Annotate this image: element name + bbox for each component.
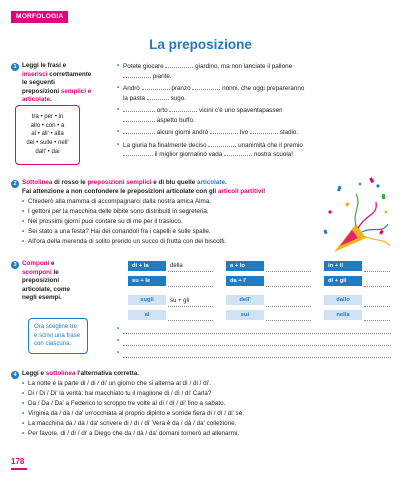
blank[interactable] xyxy=(224,150,252,156)
blank[interactable] xyxy=(208,141,236,147)
sentence[interactable]: • I gettoni per la macchina delle bibite sono distribuiti in segreteria. xyxy=(22,208,332,217)
exercise-1-number: 1 xyxy=(11,63,19,71)
answer-line[interactable] xyxy=(168,306,213,307)
preposition-line: al • all' • alla xyxy=(31,130,64,138)
answer-line[interactable] xyxy=(168,320,213,321)
blank[interactable] xyxy=(210,128,238,134)
exercise-4-number: 4 xyxy=(11,371,19,379)
answer-line[interactable] xyxy=(364,306,390,307)
exercise-4-instruction: Leggi e sottolinea l'alternativa corretta. xyxy=(22,370,139,377)
preposition-chip: su + le xyxy=(128,276,166,286)
blank[interactable] xyxy=(192,84,220,90)
answer-line[interactable] xyxy=(168,286,213,287)
blank[interactable] xyxy=(169,106,197,112)
exercise-2-instruction: Sottolinea di rosso le preposizioni semplici e di blu quelle articolate. Fai attenzione a non confondere le preposizioni articolate con gli articoli partitivi! xyxy=(22,179,266,195)
preposition-line: dei • sulle • nell' xyxy=(26,138,69,146)
sentence[interactable]: • La notte è la parte di / di / di' un giorno che si alterna al dì / di / di'. xyxy=(22,380,362,389)
sentence[interactable]: • Nei prossimi giorni puoi contare su di me per il trasloco. xyxy=(22,218,332,227)
preposition-chip: in + il xyxy=(324,261,362,271)
preposition-chip: di + gli xyxy=(324,276,362,286)
page-number: 178 xyxy=(11,457,25,466)
answer-line[interactable] xyxy=(364,320,390,321)
answer-line[interactable] xyxy=(266,306,311,307)
preposition-chip: dell' xyxy=(226,295,264,305)
answer-line[interactable] xyxy=(123,357,391,358)
exercise-1-instruction: Leggi le frasi e inserisci correttamente le seguenti preposizioni semplici e articolate. xyxy=(22,62,92,103)
sentence[interactable]: • Chiederò alla mamma di accompagnarci dalla nostra amica Alma. xyxy=(22,198,332,207)
blank[interactable] xyxy=(123,106,155,112)
exercise-3-number: 3 xyxy=(11,261,19,269)
exercise-2-number: 2 xyxy=(11,180,19,188)
sentence[interactable]: • Per favore, di / dì / di' a Diego che da / dà / da' domani tornerò ad allenarmi. xyxy=(22,430,362,439)
exercise-1-sentences: • Potete giocare giardino, ma non lanciate il pallone piante. • Andrò pranzo nonni, che oggi prepareranno la pasta sugo. • orto vicini c'è uno spaventapasseri aspetto buffo. • alcuni giorni andrò Ivo stadio. • La giuria ha finalmente deciso unanimità che il premio il miglior giornalino vada nostra scuola! xyxy=(117,62,387,160)
preposition-chip: da + l' xyxy=(226,276,264,286)
preposition-chip: sui xyxy=(226,310,264,320)
exercise-3-instruction: Componi e scomponi le preposizioni articolate, come negli esempi. xyxy=(22,260,70,301)
answer-line[interactable] xyxy=(266,320,311,321)
sentence-2: • Andrò pranzo nonni, che oggi prepareranno xyxy=(117,84,387,94)
blank[interactable] xyxy=(123,128,155,134)
sentence-answer-lines xyxy=(117,325,392,361)
answer-line[interactable] xyxy=(168,271,213,272)
blank[interactable] xyxy=(250,128,278,134)
answer-example: su + gli xyxy=(170,298,190,304)
answer-line[interactable] xyxy=(123,345,391,346)
sentence-1: • Potete giocare giardino, ma non lanciate il pallone xyxy=(117,62,387,72)
sentence[interactable]: • Sei stato a una festa? Hai dei coriandoli fra i capelli e sulle spalle. xyxy=(22,228,332,237)
blank[interactable] xyxy=(123,72,151,78)
blank[interactable] xyxy=(165,62,193,68)
answer-bullet xyxy=(117,337,392,349)
answer-line[interactable] xyxy=(266,271,311,272)
sentence-5: • La giuria ha finalmente deciso unanimità che il premio xyxy=(117,141,387,151)
answer-line[interactable] xyxy=(364,271,390,272)
answer-line[interactable] xyxy=(123,333,391,334)
page-title: La preposizione xyxy=(149,37,252,52)
sentence[interactable]: • Virginia da / dà / da' un'occhiata al proprio dipinto e sorride fiera di / dì / di' sé. xyxy=(22,410,362,419)
party-horn-illustration xyxy=(316,172,392,262)
blank[interactable] xyxy=(123,150,153,156)
sentence-4: • alcuni giorni andrò Ivo stadio. xyxy=(117,128,387,138)
preposition-chip: sugli xyxy=(128,295,166,305)
answer-bullet xyxy=(117,325,392,337)
exercise-2-sentences xyxy=(22,198,332,247)
answer-example: della xyxy=(170,263,183,269)
blank[interactable] xyxy=(147,94,169,100)
preposition-chip: di + la xyxy=(128,261,166,271)
sentence[interactable]: • Di / Di / Di' la verità: hai macchiato tu il maglione di / dì / di' Carla? xyxy=(22,390,362,399)
preposition-chip: al xyxy=(128,310,166,320)
preposition-chip: dallo xyxy=(324,295,362,305)
page-number-rule xyxy=(11,468,27,470)
answer-line[interactable] xyxy=(364,286,390,287)
preposition-line: dall' • dai xyxy=(35,147,60,155)
instruction-note-box: Ora scegline tre e scrivi una frase con ciascuna. xyxy=(28,318,88,354)
sentence[interactable]: • All'ora della merenda di solito prendo un succo di frutta con dei biscotti. xyxy=(22,238,332,247)
preposition-box xyxy=(15,105,80,165)
sentence[interactable]: • Da / Da / Da' a Federico lo scroppo tre volte al dì / dì / di' fino a sabato. xyxy=(22,400,362,409)
blank[interactable] xyxy=(123,116,155,122)
sentence[interactable]: • La macchina da / dà / da' scrivere di / dì / di' Vera è da / dà / da' collezione. xyxy=(22,420,362,429)
answer-line[interactable] xyxy=(266,286,311,287)
preposition-line: tra • per • in xyxy=(31,113,64,120)
preposition-line: allo • con • a xyxy=(30,121,65,129)
blank[interactable] xyxy=(142,84,170,90)
preposition-chip: nella xyxy=(324,310,362,320)
exercise-4-sentences xyxy=(22,380,362,439)
answer-bullet xyxy=(117,349,392,361)
sentence-3: • orto vicini c'è uno spaventapasseri xyxy=(117,106,387,116)
preposition-chip: a + lo xyxy=(226,261,264,271)
section-tag: MORFOLOGIA xyxy=(11,11,68,23)
